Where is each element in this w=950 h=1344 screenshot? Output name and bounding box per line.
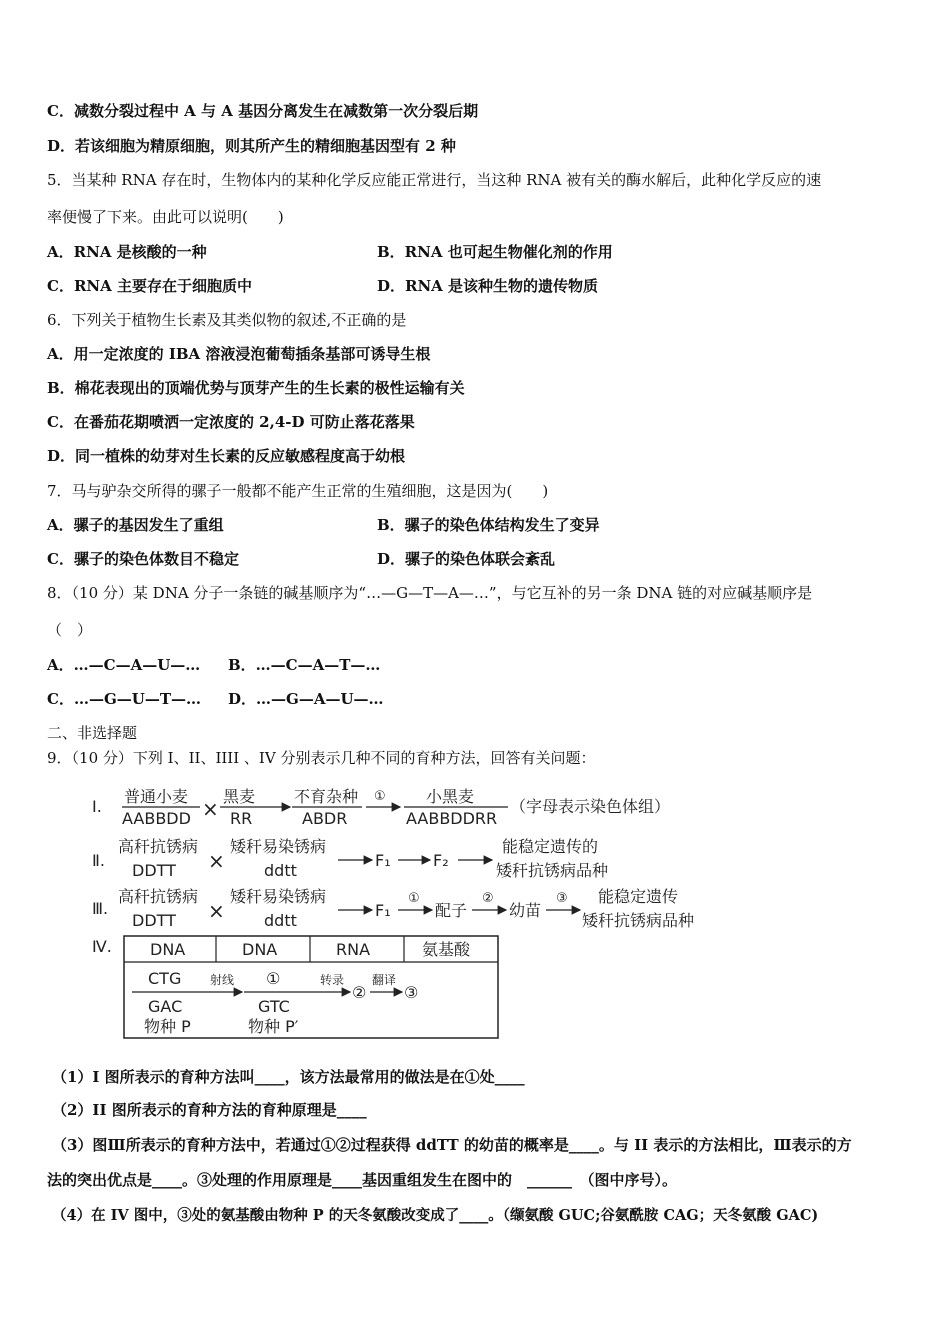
q8-option-c: C．…—G—U—T—… [47, 690, 201, 708]
fig-i-p2-geno: RR [230, 809, 253, 828]
fig-iv-species-p: 物种 P [144, 1017, 191, 1036]
fig-iv-top-seq: CTG [148, 969, 182, 988]
fig-iii-p1-geno: DDTT [132, 911, 176, 930]
fig-iv-mut-top: ① [266, 969, 281, 988]
q9-sub3: （3）图Ⅲ所表示的育种方法中，若通过①②过程获得 ddTT 的幼苗的概率是____。与 II 表示的方法相比，Ⅲ表示的方 [52, 1136, 852, 1154]
fig-iii-step1: ① [408, 891, 420, 906]
fig-i-label: Ⅰ. [92, 797, 102, 816]
q8-option-a: A．…—C—A—U—… [47, 656, 201, 674]
q7-stem: 7．马与驴杂交所得的骡子一般都不能产生正常的生殖细胞，这是因为( ) [47, 482, 549, 500]
fig-ii-p2-geno: ddtt [264, 861, 297, 880]
fig-i-mid-geno: ABDR [302, 809, 348, 828]
svg-text:×: × [202, 797, 219, 821]
q9-sub2: （2）II 图所表示的育种方法的育种原理是____ [52, 1101, 367, 1119]
q5-option-a: A．RNA 是核酸的一种 [47, 243, 207, 261]
fig-iv-mut-bot: GTC [258, 997, 290, 1016]
q8-stem-cont: （ ） [47, 621, 93, 639]
fig-i-p1-name: 普通小麦 [124, 787, 189, 806]
fig-ii-f2: F₂ [433, 851, 449, 870]
q7-option-c: C．骡子的染色体数目不稳定 [47, 550, 239, 568]
q5-option-c: C．RNA 主要存在于细胞质中 [47, 277, 252, 295]
q8-option-b: B．…—C—A—T—… [228, 656, 381, 674]
fig-iv-header-dna2: DNA [242, 940, 278, 959]
q9-sub4: （4）在 IV 图中，③处的氨基酸由物种 P 的天冬氨酸改变成了____。（缬氨酸 GUC;谷氨酰胺 CAG；天冬氨酸 GAC) [52, 1207, 819, 1224]
fig-ii-res2: 矮秆抗锈病品种 [496, 861, 609, 880]
q9-stem: 9．（10 分）下列 I、II、IIII 、IV 分别表示几种不同的育种方法，回答有关问题： [47, 749, 596, 767]
q5-stem-cont: 率便慢了下来。由此可以说明( ) [47, 208, 284, 226]
fig-iii-p1-name: 高秆抗锈病 [118, 887, 199, 906]
q6-stem: 6．下列关于植物生长素及其类似物的叙述,不正确的是 [47, 311, 407, 329]
fig-iv-transcribe: 转录 [320, 973, 345, 987]
breeding-methods-figure [80, 780, 720, 1042]
fig-iii-res1: 能稳定遗传 [598, 887, 679, 906]
fig-iv-header-rna: RNA [336, 940, 371, 959]
fig-iii-seedling: 幼苗 [509, 901, 542, 920]
q9-sub3-cont: 法的突出优点是____。③处理的作用原理是____基因重组发生在图中的 ______ （图中序号）。 [47, 1171, 678, 1189]
q8-stem: 8．（10 分）某 DNA 分子一条链的碱基顺序为“…—G—T—A—…”，与它互补的另一条 DNA 链的对应碱基顺序是 [47, 584, 813, 602]
fig-ii-p2-name: 矮秆易染锈病 [230, 837, 327, 856]
fig-iii-p2-geno: ddtt [264, 911, 297, 930]
fig-ii-f1: F₁ [375, 851, 391, 870]
fig-iii-step2: ② [482, 891, 494, 906]
fig-ii-label: Ⅱ. [92, 851, 105, 870]
q7-option-a: A．骡子的基因发生了重组 [47, 516, 224, 534]
fig-i-res-name: 小黑麦 [426, 787, 475, 806]
q7-option-d: D．骡子的染色体联会紊乱 [377, 550, 556, 568]
fig-iv-bot-seq: GAC [148, 997, 183, 1016]
fig-iv-aa-mark: ③ [404, 983, 419, 1002]
fig-i-p2-name: 黑麦 [223, 787, 256, 806]
q4-option-d: D．若该细胞为精原细胞，则其所产生的精细胞基因型有 2 种 [47, 137, 456, 155]
fig-ii-res1: 能稳定遗传的 [502, 837, 599, 856]
q4-option-c: C．减数分裂过程中 A 与 A 基因分离发生在减数第一次分裂后期 [47, 102, 479, 120]
fig-i-res-geno: AABBDDRR [406, 809, 498, 828]
fig-i-mid-name: 不育杂种 [294, 787, 359, 806]
fig-iv-ray: 射线 [210, 973, 235, 987]
fig-i-p1-geno: AABBDD [122, 809, 191, 828]
fig-iii-gamete: 配子 [435, 901, 468, 920]
q6-option-c: C．在番茄花期喷洒一定浓度的 2,4-D 可防止落花落果 [47, 413, 415, 431]
fig-iv-species-p2: 物种 P′ [248, 1017, 299, 1036]
fig-i-note: （字母表示染色体组） [510, 797, 671, 816]
fig-iv-label: Ⅳ. [92, 937, 112, 956]
q7-option-b: B．骡子的染色体结构发生了变异 [377, 516, 600, 534]
fig-iv-translate: 翻译 [372, 973, 397, 987]
q6-option-a: A．用一定浓度的 IBA 溶液浸泡葡萄插条基部可诱导生根 [47, 345, 431, 363]
svg-text:×: × [208, 849, 225, 873]
section-heading: 二、非选择题 [47, 724, 138, 742]
q5-option-b: B．RNA 也可起生物催化剂的作用 [377, 243, 613, 261]
q5-stem: 5．当某种 RNA 存在时，生物体内的某种化学反应能正常进行，当这种 RNA 被有关的酶水解后，此种化学反应的速 [47, 171, 822, 189]
q9-sub1: （1）I 图所表示的育种方法叫____，该方法最常用的做法是在①处____ [52, 1068, 525, 1086]
fig-iii-p2-name: 矮秆易染锈病 [230, 887, 327, 906]
fig-i-step: ① [374, 789, 386, 804]
q6-option-b: B．棉花表现出的顶端优势与顶芽产生的生长素的极性运输有关 [47, 379, 465, 397]
fig-iv-header-dna1: DNA [150, 940, 186, 959]
fig-iii-f1: F₁ [375, 901, 391, 920]
fig-iii-res2: 矮秆抗锈病品种 [582, 911, 695, 930]
q6-option-d: D．同一植株的幼芽对生长素的反应敏感程度高于幼根 [47, 447, 406, 465]
q5-option-d: D．RNA 是该种生物的遗传物质 [377, 277, 599, 295]
fig-ii-p1-geno: DDTT [132, 861, 176, 880]
fig-iv-header-aa: 氨基酸 [422, 940, 471, 959]
fig-iii-label: Ⅲ. [92, 899, 109, 918]
fig-ii-p1-name: 高秆抗锈病 [118, 837, 199, 856]
fig-iv-rna-mark: ② [352, 983, 367, 1002]
fig-iii-step3: ③ [556, 891, 568, 906]
svg-text:×: × [208, 899, 225, 923]
q8-option-d: D．…—G—A—U—… [228, 690, 384, 708]
